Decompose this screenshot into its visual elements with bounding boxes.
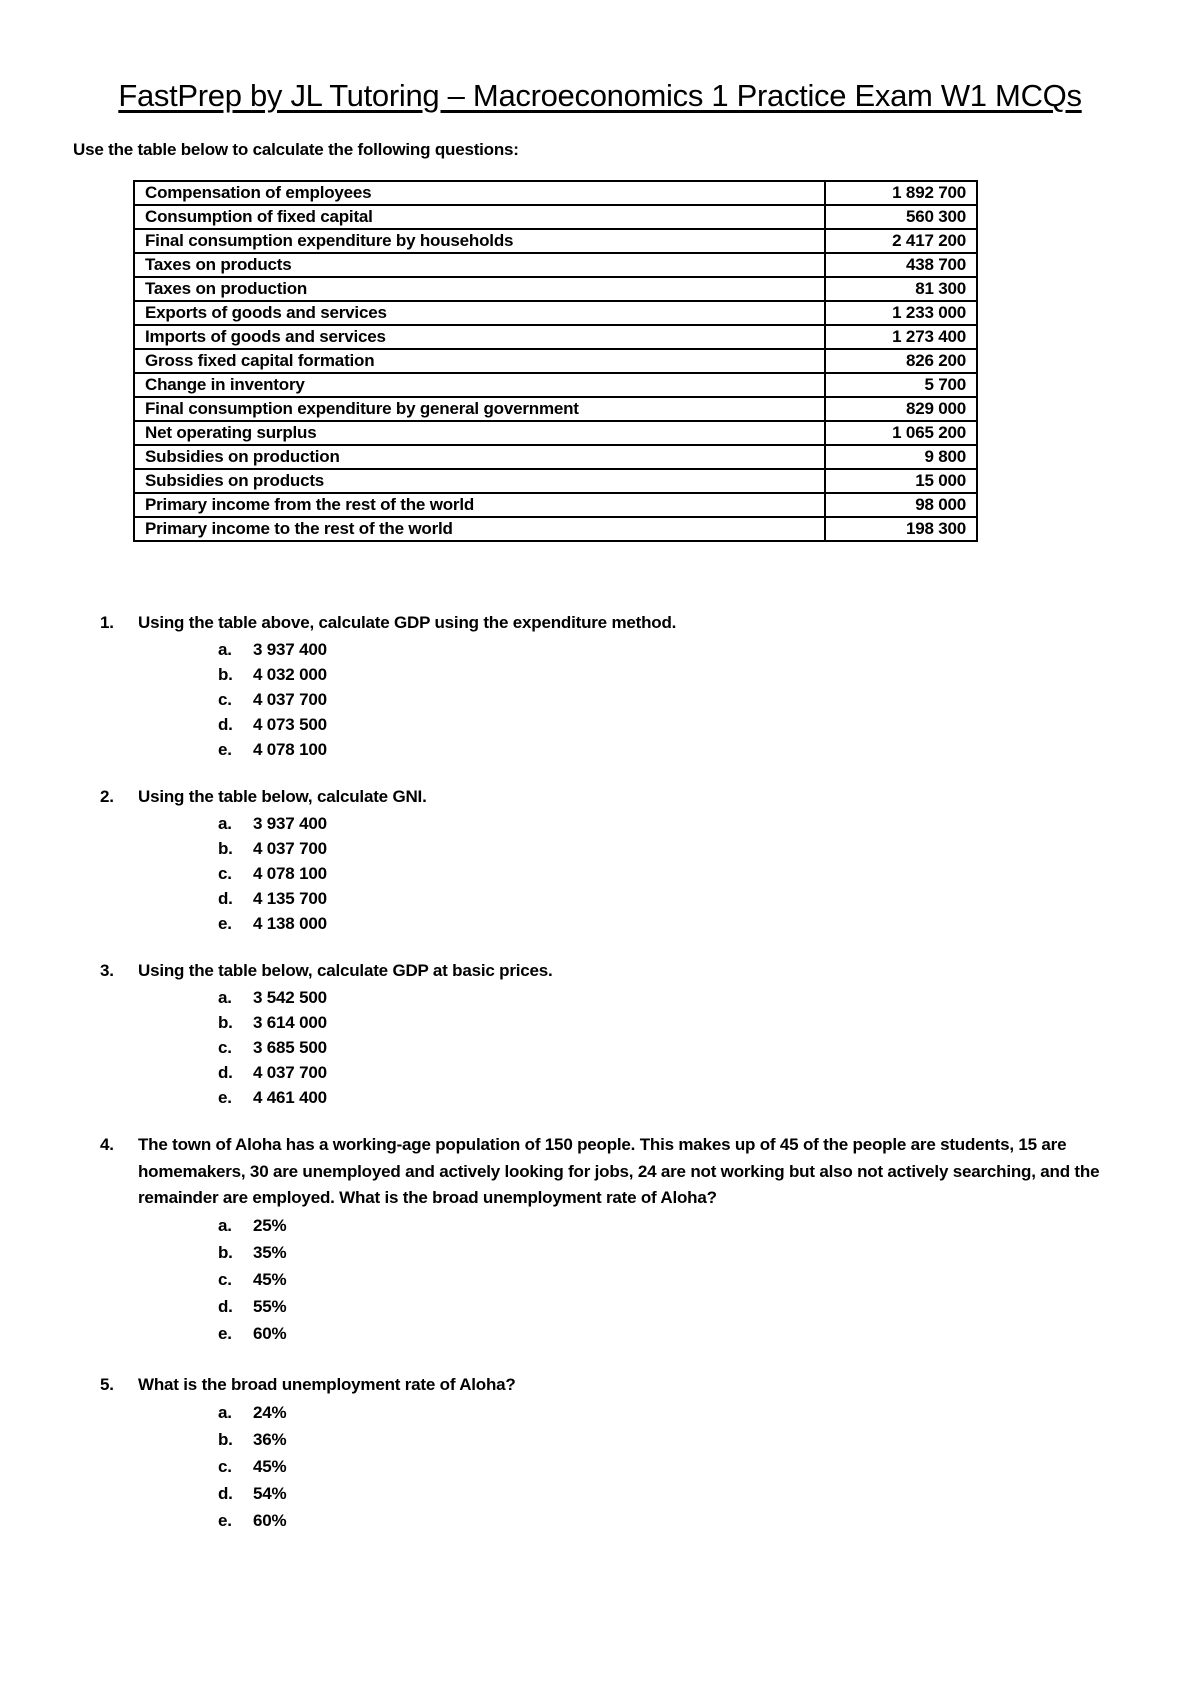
answer-option xyxy=(218,662,1120,687)
option-text: 4 037 700 xyxy=(253,838,327,858)
option-letter: b. xyxy=(218,664,233,684)
question-3 xyxy=(100,958,1120,1110)
option-text: 35% xyxy=(253,1242,287,1262)
answer-option xyxy=(218,1085,1120,1110)
answer-option xyxy=(218,1035,1120,1060)
answer-option xyxy=(218,737,1120,762)
option-text: 3 542 500 xyxy=(253,987,327,1007)
option-text: 60% xyxy=(253,1510,287,1530)
table-cell-label: Primary income from the rest of the world xyxy=(134,493,825,517)
option-text: 60% xyxy=(253,1323,287,1343)
table-cell-value: 15 000 xyxy=(825,469,977,493)
option-letter: c. xyxy=(218,1037,232,1057)
table-cell-value: 1 233 000 xyxy=(825,301,977,325)
table-row xyxy=(134,253,977,277)
question-5 xyxy=(100,1372,1120,1534)
option-letter: a. xyxy=(218,813,232,833)
option-text: 3 614 000 xyxy=(253,1012,327,1032)
table-row xyxy=(134,493,977,517)
question-options xyxy=(218,1399,1120,1534)
option-letter: e. xyxy=(218,739,232,759)
option-text: 36% xyxy=(253,1429,287,1449)
answer-option xyxy=(218,1010,1120,1035)
table-cell-label: Gross fixed capital formation xyxy=(134,349,825,373)
table-row xyxy=(134,301,977,325)
option-text: 4 073 500 xyxy=(253,714,327,734)
option-text: 4 032 000 xyxy=(253,664,327,684)
table-row xyxy=(134,373,977,397)
table-row xyxy=(134,205,977,229)
table-row xyxy=(134,325,977,349)
table-row xyxy=(134,277,977,301)
table-cell-label: Primary income to the rest of the world xyxy=(134,517,825,541)
option-letter: a. xyxy=(218,1215,232,1235)
question-options xyxy=(218,985,1120,1110)
option-letter: b. xyxy=(218,1429,233,1449)
option-text: 4 078 100 xyxy=(253,863,327,883)
option-text: 45% xyxy=(253,1456,287,1476)
table-cell-value: 1 273 400 xyxy=(825,325,977,349)
answer-option xyxy=(218,985,1120,1010)
answer-option xyxy=(218,861,1120,886)
answer-option xyxy=(218,712,1120,737)
question-number: 1. xyxy=(100,613,114,632)
option-letter: c. xyxy=(218,689,232,709)
option-letter: e. xyxy=(218,1323,232,1343)
table-cell-label: Exports of goods and services xyxy=(134,301,825,325)
table-cell-value: 81 300 xyxy=(825,277,977,301)
question-number: 2. xyxy=(100,787,114,806)
instructions-text: Use the table below to calculate the following questions: xyxy=(73,140,519,159)
table-row xyxy=(134,397,977,421)
table-cell-label: Subsidies on production xyxy=(134,445,825,469)
answer-option xyxy=(218,1212,1120,1239)
question-number: 4. xyxy=(100,1135,114,1154)
table-cell-label: Consumption of fixed capital xyxy=(134,205,825,229)
option-letter: d. xyxy=(218,1296,233,1316)
table-cell-value: 5 700 xyxy=(825,373,977,397)
table-row xyxy=(134,469,977,493)
question-text: The town of Aloha has a working-age population of 150 people. This makes up of 45 of the people are students, 15 are homemakers, 30 are unemployed and actively looking for jobs, 24 are not working but also not actively searching, and the remainder are employed. What is the broad unemployment rate of Aloha? xyxy=(138,1135,1100,1207)
question-2 xyxy=(100,784,1120,936)
table-row xyxy=(134,349,977,373)
table-cell-value: 1 065 200 xyxy=(825,421,977,445)
table-cell-value: 826 200 xyxy=(825,349,977,373)
option-text: 4 078 100 xyxy=(253,739,327,759)
answer-option xyxy=(218,1426,1120,1453)
table-cell-label: Taxes on production xyxy=(134,277,825,301)
table-cell-value: 98 000 xyxy=(825,493,977,517)
table-cell-value: 560 300 xyxy=(825,205,977,229)
table-row xyxy=(134,517,977,541)
table-cell-label: Imports of goods and services xyxy=(134,325,825,349)
option-letter: c. xyxy=(218,863,232,883)
option-letter: d. xyxy=(218,1483,233,1503)
option-letter: b. xyxy=(218,838,233,858)
option-letter: b. xyxy=(218,1012,233,1032)
option-text: 4 037 700 xyxy=(253,1062,327,1082)
answer-option xyxy=(218,687,1120,712)
table-cell-value: 438 700 xyxy=(825,253,977,277)
table-cell-value: 1 892 700 xyxy=(825,181,977,205)
data-table xyxy=(133,180,978,542)
option-letter: c. xyxy=(218,1456,232,1476)
option-text: 4 037 700 xyxy=(253,689,327,709)
question-number: 5. xyxy=(100,1375,114,1394)
answer-option xyxy=(218,637,1120,662)
option-letter: a. xyxy=(218,1402,232,1422)
table-row xyxy=(134,181,977,205)
table-cell-value: 2 417 200 xyxy=(825,229,977,253)
option-text: 4 461 400 xyxy=(253,1087,327,1107)
table-cell-label: Taxes on products xyxy=(134,253,825,277)
option-letter: e. xyxy=(218,1510,232,1530)
table-cell-label: Net operating surplus xyxy=(134,421,825,445)
table-cell-value: 829 000 xyxy=(825,397,977,421)
question-1 xyxy=(100,610,1120,762)
page-title: FastPrep by JL Tutoring – Macroeconomics 1 Practice Exam W1 MCQs xyxy=(118,78,1082,113)
question-text: What is the broad unemployment rate of Aloha? xyxy=(138,1375,516,1394)
table-cell-label: Subsidies on products xyxy=(134,469,825,493)
answer-option xyxy=(218,1453,1120,1480)
table-cell-label: Compensation of employees xyxy=(134,181,825,205)
option-text: 24% xyxy=(253,1402,287,1422)
option-text: 3 937 400 xyxy=(253,813,327,833)
option-letter: d. xyxy=(218,714,233,734)
option-letter: e. xyxy=(218,1087,232,1107)
answer-option xyxy=(218,1060,1120,1085)
answer-option xyxy=(218,1399,1120,1426)
answer-option xyxy=(218,1239,1120,1266)
question-options xyxy=(218,1212,1120,1347)
answer-option xyxy=(218,1320,1120,1347)
option-text: 3 937 400 xyxy=(253,639,327,659)
option-text: 25% xyxy=(253,1215,287,1235)
answer-option xyxy=(218,886,1120,911)
table-row xyxy=(134,445,977,469)
answer-option xyxy=(218,1480,1120,1507)
option-letter: d. xyxy=(218,888,233,908)
option-text: 3 685 500 xyxy=(253,1037,327,1057)
table-cell-label: Change in inventory xyxy=(134,373,825,397)
option-letter: c. xyxy=(218,1269,232,1289)
option-letter: a. xyxy=(218,987,232,1007)
table-cell-label: Final consumption expenditure by general government xyxy=(134,397,825,421)
option-text: 4 135 700 xyxy=(253,888,327,908)
table-cell-value: 198 300 xyxy=(825,517,977,541)
question-options xyxy=(218,637,1120,762)
option-letter: e. xyxy=(218,913,232,933)
option-text: 54% xyxy=(253,1483,287,1503)
table-row xyxy=(134,421,977,445)
option-letter: b. xyxy=(218,1242,233,1262)
question-number: 3. xyxy=(100,961,114,980)
table-cell-label: Final consumption expenditure by households xyxy=(134,229,825,253)
table-row xyxy=(134,229,977,253)
question-text: Using the table below, calculate GDP at basic prices. xyxy=(138,961,553,980)
option-text: 45% xyxy=(253,1269,287,1289)
question-4 xyxy=(100,1132,1120,1347)
answer-option xyxy=(218,1266,1120,1293)
option-letter: a. xyxy=(218,639,232,659)
option-text: 4 138 000 xyxy=(253,913,327,933)
answer-option xyxy=(218,1293,1120,1320)
answer-option xyxy=(218,836,1120,861)
table-cell-value: 9 800 xyxy=(825,445,977,469)
option-text: 55% xyxy=(253,1296,287,1316)
answer-option xyxy=(218,1507,1120,1534)
question-text: Using the table below, calculate GNI. xyxy=(138,787,427,806)
question-options xyxy=(218,811,1120,936)
question-text: Using the table above, calculate GDP using the expenditure method. xyxy=(138,613,677,632)
option-letter: d. xyxy=(218,1062,233,1082)
answer-option xyxy=(218,811,1120,836)
answer-option xyxy=(218,911,1120,936)
